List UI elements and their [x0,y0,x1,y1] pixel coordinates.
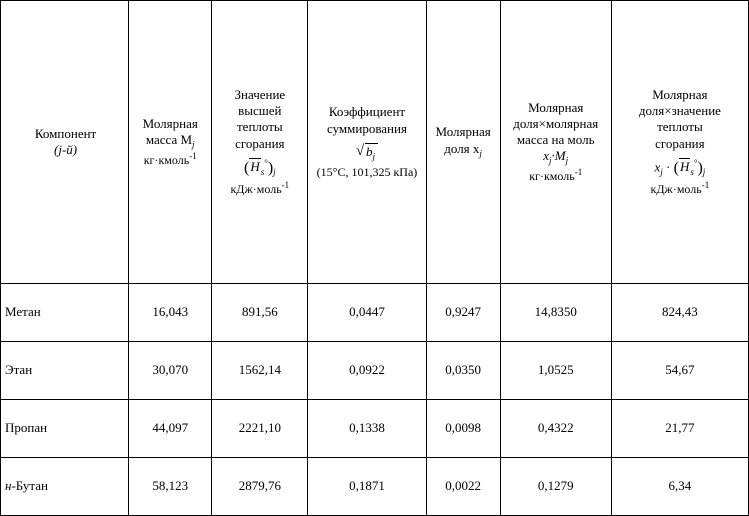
header-molar-fraction-line2: доля $x_j$ [444,140,482,159]
row-fraction-times-heat: 824,43 [611,284,748,342]
header-fraction-times-mass-line2: доля×молярная [513,115,599,131]
row-component-name: Пропан [1,400,129,458]
header-higher-heat-line4: сгорания [235,135,285,151]
header-molar-fraction [426,1,500,284]
row-higher-heat: 2879,76 [212,458,308,516]
row-fraction-times-heat: 6,34 [611,458,748,516]
header-higher-heat-formula: $(H_s^\circ)_j$ [243,157,276,177]
header-fraction-times-heat-line1: Молярная [652,86,708,102]
table-row [1,458,749,516]
header-fraction-times-mass-unit: кг·кмоль$^{-1}$ [529,167,583,184]
row-component-name: н-Бутан [1,458,129,516]
row-molar-fraction: 0,0098 [426,400,500,458]
row-fraction-times-heat: 54,67 [611,342,748,400]
row-molar-fraction: 0,0350 [426,342,500,400]
row-fraction-times-heat: 21,77 [611,400,748,458]
row-component-name: Метан [1,284,129,342]
header-fraction-times-heat-line2: доля×значение [638,103,721,119]
header-summation-coeff [308,1,426,284]
header-molar-mass-line2: масса $M_j$ [145,132,195,150]
header-molar-mass-sub: j [192,139,195,150]
row-molar-fraction: 0,0022 [426,458,500,516]
header-component [1,1,129,284]
header-summation-coeff-conditions: (15°C, 101,325 кПа) [316,164,418,179]
header-fraction-times-heat-line4: сгорания [655,135,705,151]
table-header-row [1,1,749,284]
header-higher-heat-unit: кДж·моль$^{-1}$ [230,180,290,197]
header-fraction-times-heat-line3: теплоты [657,119,703,135]
table-row [1,284,749,342]
header-fraction-times-heat-formula: $x_j \cdot (H_s^\circ)_j$ [654,157,706,177]
header-fraction-times-mass-line3: масса на моль [516,132,595,148]
header-summation-coeff-formula: √ $b_j$ [312,143,421,163]
row-summation-coeff: 0,1871 [308,458,426,516]
header-molar-mass-line1: Молярная [142,115,198,131]
row-molar-mass: 30,070 [129,342,212,400]
row-fraction-times-mass: 14,8350 [500,284,611,342]
header-molar-mass-unit: кг·кмоль$^{-1}$ [143,151,197,168]
header-higher-heat-line2: высшей [238,103,282,119]
header-molar-fraction-line1: Молярная [435,124,491,140]
row-summation-coeff: 0,0447 [308,284,426,342]
row-molar-mass: 16,043 [129,284,212,342]
row-higher-heat: 891,56 [212,284,308,342]
header-summation-coeff-line2: суммирования [326,120,407,136]
table-row [1,400,749,458]
header-higher-heat-line3: теплоты [237,119,283,135]
header-fraction-times-mass [500,1,611,284]
row-component-name: Этан [1,342,129,400]
header-higher-heat-line1: Значение [234,86,286,102]
header-fraction-times-heat-unit: кДж·моль$^{-1}$ [650,180,710,197]
row-fraction-times-mass: 0,1279 [500,458,611,516]
header-fraction-times-heat [611,1,748,284]
row-higher-heat: 2221,10 [212,400,308,458]
row-summation-coeff: 0,1338 [308,400,426,458]
row-fraction-times-mass: 1,0525 [500,342,611,400]
header-component-line1: Компонент [34,125,97,141]
header-fraction-times-mass-line1: Молярная [528,99,584,115]
table-row [1,342,749,400]
row-molar-mass: 44,097 [129,400,212,458]
row-summation-coeff: 0,0922 [308,342,426,400]
header-summation-coeff-line1: Коэффициент [328,104,406,120]
row-molar-fraction: 0,9247 [426,284,500,342]
header-molar-mass [129,1,212,284]
row-molar-mass: 58,123 [129,458,212,516]
header-component-line2: (j-й) [54,142,78,157]
row-higher-heat: 1562,14 [212,342,308,400]
header-higher-heat [212,1,308,284]
header-fraction-times-mass-formula: $x_j\cdot M_j$ [543,148,569,167]
row-fraction-times-mass: 0,4322 [500,400,611,458]
